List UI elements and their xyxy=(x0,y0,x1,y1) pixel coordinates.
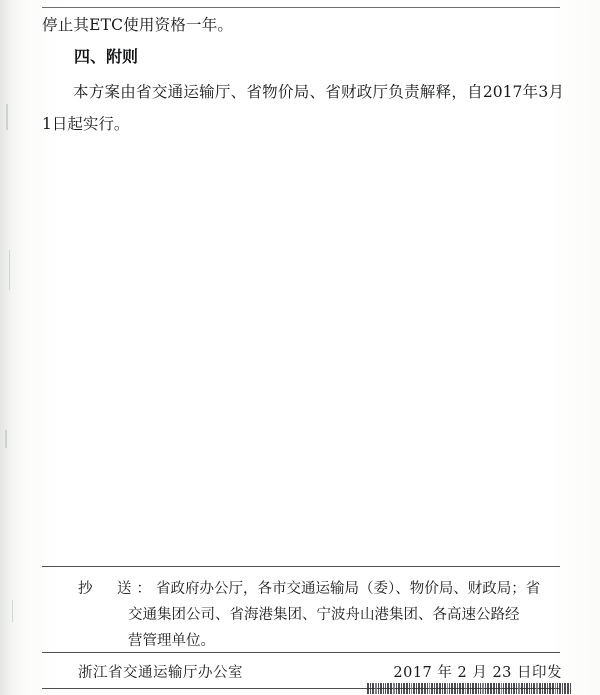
distribution-line-3: 营管理单位。 xyxy=(128,633,215,649)
continued-line: 停止其ETC使用资格一年。 xyxy=(42,16,234,34)
section-paragraph: 本方案由省交通运输厅、省物价局、省财政厅负责解释，自2017年3月1日起实行。 xyxy=(42,83,564,133)
footer-issue-date: 2017 年 2 月 23 日印发 xyxy=(393,665,562,681)
scan-edge-shadow xyxy=(0,0,26,695)
barcode-strip xyxy=(367,683,572,694)
footer-divider-top xyxy=(42,652,560,653)
scan-speck xyxy=(6,104,8,130)
top-divider xyxy=(42,7,560,8)
section-heading: 四、附则 xyxy=(74,47,139,66)
distribution-line-1 xyxy=(78,576,548,602)
scan-speck xyxy=(12,600,13,622)
distribution-line-2: 交通集团公司、省海港集团、宁波舟山港集团、各高速公路经 xyxy=(128,607,520,623)
distribution-text-1: 省政府办公厅，各市交通运输局（委）、物价局、财政局；省 xyxy=(156,581,541,597)
distribution-block xyxy=(78,576,548,654)
scan-speck xyxy=(9,250,10,290)
distribution-divider-top xyxy=(42,566,560,567)
scan-speck xyxy=(5,430,7,448)
footer-issuer: 浙江省交通运输厅办公室 xyxy=(78,665,243,681)
distribution-label: 抄 送： xyxy=(78,581,156,597)
footer-row xyxy=(78,661,562,682)
